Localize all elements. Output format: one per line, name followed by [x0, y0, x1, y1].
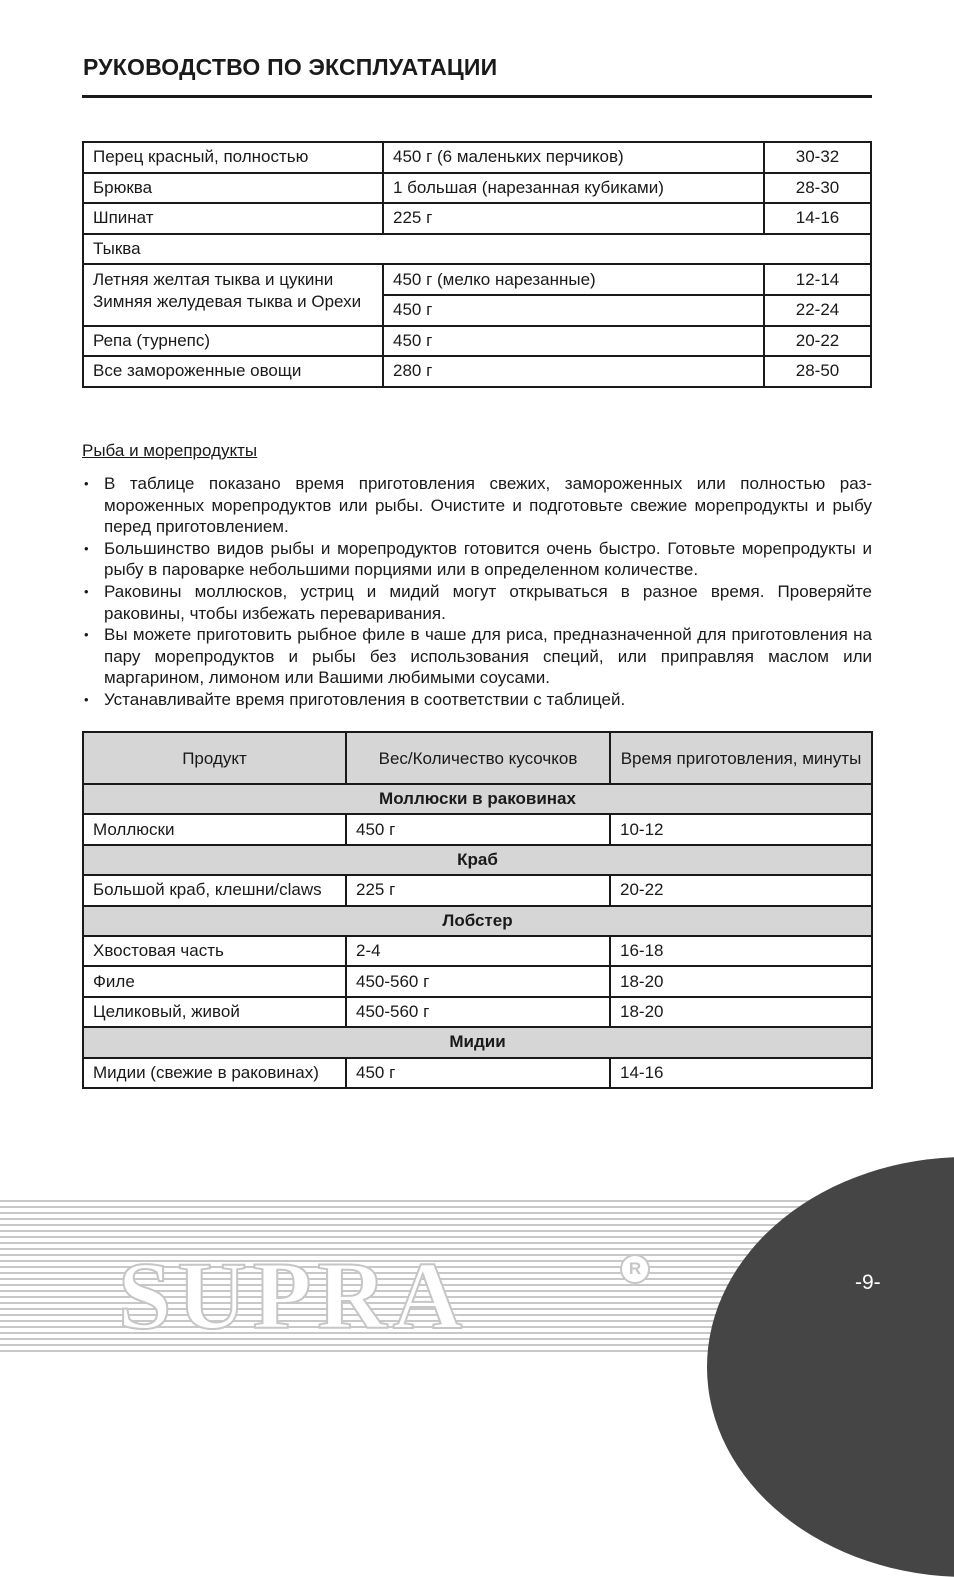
table-row [83, 814, 872, 844]
product-cell: Брюква [83, 173, 383, 204]
table-header-row [83, 732, 872, 784]
page-title: РУКОВОДСТВО ПО ЭКСПЛУАТАЦИИ [83, 54, 498, 80]
table-row [83, 264, 871, 295]
group-row [83, 1027, 872, 1057]
product-cell: Целиковый, живой [83, 997, 346, 1027]
group-row [83, 845, 872, 875]
group-row [83, 784, 872, 814]
product-cell [83, 264, 383, 325]
table-row [83, 173, 871, 204]
list-item: • Вы можете приготовить рыбное филе в чаше для риса, предназначенной для приготовления на пару морепродуктов и рыбы без использования специй, или приправляя маслом или маргарином, лимоном или Вашими любимыми соусами. [82, 624, 872, 689]
column-header: Вес/Количество кусочков [346, 732, 610, 784]
list-item: • Большинство видов рыбы и морепродуктов готовится очень быстро. Готовьте морепродукты и рыбу в пароварке небольшими порциями или в определенном количестве. [82, 538, 872, 581]
time-cell: 30-32 [764, 142, 871, 173]
time-cell: 18-20 [610, 966, 872, 996]
product-line: Зимняя желудевая тыква и Орехи [93, 292, 362, 312]
list-item: • В таблице показано время приготовления свежих, замороженных или полностью размороженных морепродуктов или рыбы. Очистите и подготовьте свежие морепродукты и рыбу перед приготовлением. [82, 473, 872, 538]
weight-cell: 450 г [346, 814, 610, 844]
weight-cell: 450 г (мелко нарезанные) [383, 264, 764, 295]
product-cell: Филе [83, 966, 346, 996]
weight-cell: 450 г [346, 1058, 610, 1088]
column-header: Время приготовления, минуты [610, 732, 872, 784]
weight-cell: 225 г [383, 203, 764, 234]
product-cell: Перец красный, полностью [83, 142, 383, 173]
table-row [83, 356, 871, 387]
weight-cell: 450 г [383, 326, 764, 357]
product-cell: Все замороженные овощи [83, 356, 383, 387]
column-header: Продукт [83, 732, 346, 784]
weight-cell: 450-560 г [346, 997, 610, 1027]
group-header-cell: Мидии [83, 1027, 872, 1057]
section-heading: Рыба и морепродукты [82, 441, 258, 460]
time-cell: 16-18 [610, 936, 872, 966]
page-number: -9- [855, 1271, 881, 1294]
weight-cell: 2-4 [346, 936, 610, 966]
weight-cell: 280 г [383, 356, 764, 387]
group-header-cell: Тыква [83, 234, 871, 265]
product-cell: Репа (турнепс) [83, 326, 383, 357]
time-cell: 28-30 [764, 173, 871, 204]
time-cell: 12-14 [764, 264, 871, 295]
list-item: • Устанавливайте время приготовления в соответствии с таблицей. [82, 689, 872, 711]
product-cell: Шпинат [83, 203, 383, 234]
time-cell: 20-22 [764, 326, 871, 357]
group-header-cell: Лобстер [83, 906, 872, 936]
list-item: • Раковины моллюсков, устриц и мидий могут открываться в разное время. Проверяйте раковины, чтобы избежать переваривания. [82, 581, 872, 624]
time-cell: 10-12 [610, 814, 872, 844]
weight-cell: 450 г (6 маленьких перчиков) [383, 142, 764, 173]
weight-cell: 450-560 г [346, 966, 610, 996]
brand-logo: SUPRA [118, 1242, 469, 1349]
table-row [83, 234, 871, 265]
weight-cell: 1 большая (нарезанная кубиками) [383, 173, 764, 204]
weight-cell: 225 г [346, 875, 610, 905]
registered-mark-icon: R [620, 1254, 650, 1284]
product-line: Летняя желтая тыква и цукини [93, 270, 334, 290]
time-cell: 22-24 [764, 295, 871, 326]
vegetable-table [82, 141, 872, 388]
time-cell: 14-16 [610, 1058, 872, 1088]
group-header-cell: Моллюски в раковинах [83, 784, 872, 814]
table-row [83, 997, 872, 1027]
time-cell: 18-20 [610, 997, 872, 1027]
bullet-list [82, 473, 872, 711]
weight-cell: 450 г [383, 295, 764, 326]
table-row [83, 966, 872, 996]
title-divider [82, 95, 872, 98]
table-row [83, 203, 871, 234]
table-row [83, 936, 872, 966]
product-cell: Моллюски [83, 814, 346, 844]
product-cell: Мидии (свежие в раковинах) [83, 1058, 346, 1088]
table-row [83, 326, 871, 357]
product-cell: Большой краб, клешни/claws [83, 875, 346, 905]
table-row [83, 142, 871, 173]
time-cell: 14-16 [764, 203, 871, 234]
group-header-cell: Краб [83, 845, 872, 875]
time-cell: 20-22 [610, 875, 872, 905]
time-cell: 28-50 [764, 356, 871, 387]
table-row [83, 875, 872, 905]
group-row [83, 906, 872, 936]
product-cell: Хвостовая часть [83, 936, 346, 966]
table-row [83, 1058, 872, 1088]
seafood-table [82, 731, 873, 1089]
